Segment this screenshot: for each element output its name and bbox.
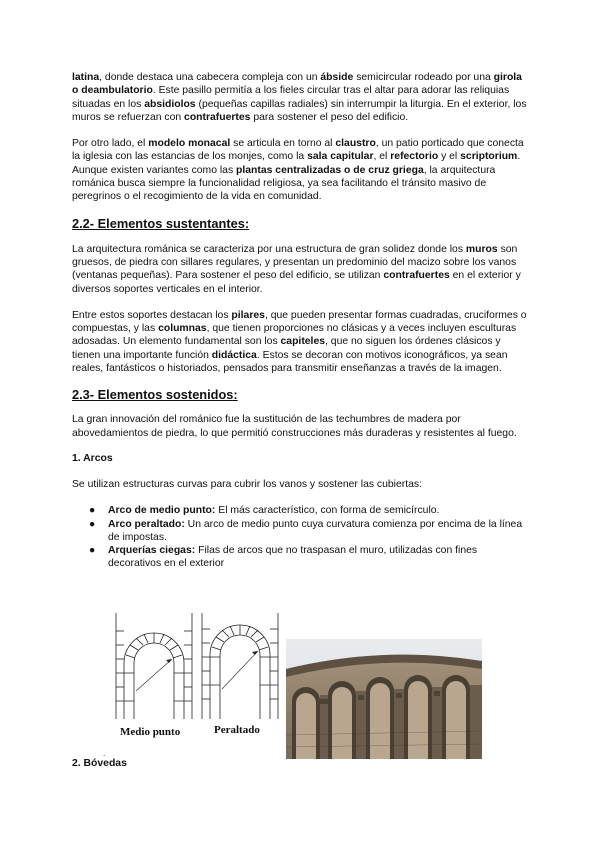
- bullet-icon: ●: [89, 518, 96, 530]
- bullet-icon: ●: [89, 505, 96, 517]
- paragraph-muros: La arquitectura románica se caracteriza por una estructura de gran solidez donde los muros son gruesos, de piedra con sillares regulares, y presentan un predominio del macizo sobre los vanos (ventanas pequeñas). Para sostener el peso del edificio, se utilizan contrafuertes en el exterior y diversos soportes verticales en el interior.: [72, 243, 521, 295]
- heading-elementos-sustentantes: 2.2- Elementos sustentantes:: [72, 215, 250, 231]
- arch-types-list: [72, 504, 528, 570]
- list-item: ● Arco de medio punto: El más característico, con forma de semicírculo.: [89, 505, 440, 517]
- heading-bovedas: 2. Bóvedas: [72, 758, 127, 769]
- paragraph-soportes: Entre estos soportes destacan los pilares, que pueden presentar formas cuadradas, cruciformes o compuestas, y las columnas, que tienen proporciones no clásicas y a veces incluyen esculturas adosadas. Un elemento fundamental son los capiteles, que no siguen los órdenes clásicos y tienen una importante función didáctica. Estos se decoran con motivos iconográficos, ya sean reales, fantásticos o historiados, pensados para transmitir enseñanzas a través de la imagen.: [72, 309, 527, 375]
- blind-arcade-photo: [286, 639, 482, 759]
- semicircular-arch-drawing: [110, 611, 198, 721]
- document-page: [72, 71, 528, 571]
- caption-peraltado: Peraltado: [214, 724, 260, 736]
- bovedas-section: [72, 757, 528, 770]
- list-item: ● Arco peraltado: Un arco de medio punto cuya curvatura comienza por encima de la línea de impostas.: [89, 518, 523, 543]
- arches-figure: [110, 611, 490, 759]
- stilted-arch-drawing: [198, 611, 282, 721]
- page-mark: .: [103, 749, 106, 758]
- paragraph-innovacion: La gran innovación del románico fue la sustitución de las techumbres de madera por abovedamientos de piedra, lo que permitió construcciones más duraderas y resistentes al fuego.: [72, 414, 517, 439]
- list-item: ● Arquerías ciegas: Filas de arcos que no traspasan el muro, utilizadas con fines decorativos en el exterior: [89, 545, 478, 570]
- bullet-icon: ●: [89, 545, 96, 557]
- paragraph-estructuras-curvas: Se utilizan estructuras curvas para cubrir los vanos y sostener las cubiertas:: [72, 478, 422, 490]
- caption-medio-punto: Medio punto: [120, 726, 181, 738]
- paragraph-modelo-monacal: Por otro lado, el modelo monacal se articula en torno al claustro, un patio porticado que conecta la iglesia con las estancias de los monjes, como la sala capitular, el refectorio y el scriptorium. Aunque existen variantes como las plantas centralizadas o de cruz griega, la arquitectura románica busca siempre la funcionalidad religiosa, ya sea facilitando el tránsito masivo de peregrinos o el recogimiento de la vida en comunidad.: [72, 138, 524, 203]
- heading-elementos-sostenidos: 2.3- Elementos sostenidos:: [72, 387, 238, 403]
- paragraph-planta-latina: latina, donde destaca una cabecera compleja con un ábside semicircular rodeado por una girola o deambulatorio. Este pasillo permitía a los fieles circular tras el altar para adorar las reliquias situadas en los absidiolos (pequeñas capillas radiales) sin interrumpir la liturgia. En el exterior, los muros se refuerzan con contrafuertes para sostener el peso del edificio.: [72, 72, 527, 123]
- heading-arcos: 1. Arcos: [72, 452, 113, 464]
